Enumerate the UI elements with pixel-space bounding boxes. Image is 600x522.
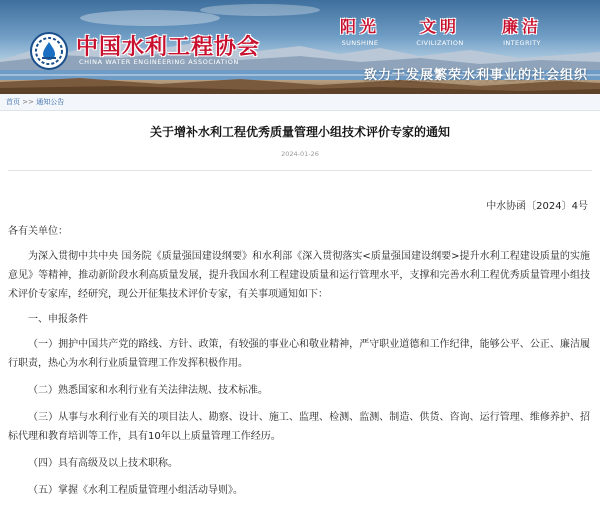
association-logo[interactable] <box>30 32 68 70</box>
motto-civilization <box>410 14 470 47</box>
condition-item: （三）从事与水利行业有关的项目法人、勘察、设计、施工、监理、检测、监测、制造、供货、咨询、运行管理、维修养护、招标代理和教育培训等工作，具有10年以上质量管理工作经历。 <box>8 412 590 442</box>
condition-item: （一）拥护中国共产党的路线、方针、政策，有较强的事业心和敬业精神，严守职业道德和工作纪律，能够公平、公正、廉洁履行职责，热心为水利行业质量管理工作发挥积极作用。 <box>8 339 590 369</box>
org-name: 中国水利工程协会 <box>76 34 261 60</box>
intro-paragraph: 为深入贯彻中共中央 国务院《质量强国建设纲要》和水利部《深入贯彻落实<质量强国建设纲要>提升水利工程建设质量的实施意见》等精神，推动新阶段水利高质量发展，提升我国水利工程建设质量和运行管理水平，支撑和完善水利工程优秀质量管理小组技术评价专家库，经研究，现公开征集技术评价专家，有关事项通知如下： <box>8 251 590 300</box>
motto-en: INTEGRITY <box>503 39 541 47</box>
motto-cn: 文明 <box>419 17 460 36</box>
motto-sunshine <box>330 14 390 47</box>
salutation: 各有关单位： <box>8 226 68 237</box>
header-banner <box>0 0 600 94</box>
header-slogan: 致力于发展繁荣水利事业的社会组织 <box>363 68 588 83</box>
breadcrumb-current-link[interactable]: 通知公告 <box>36 98 65 106</box>
condition-item: （四）具有高级及以上技术职称。 <box>28 458 178 469</box>
motto-cn: 阳光 <box>339 17 380 36</box>
breadcrumb-home-link[interactable]: 首页 <box>6 98 20 106</box>
article-body <box>0 222 600 500</box>
condition-item: （五）掌握《水利工程质量管理小组活动导则》。 <box>28 485 243 496</box>
motto-en: SUNSHINE <box>341 39 379 47</box>
breadcrumb <box>0 94 600 111</box>
breadcrumb-separator: >> <box>22 98 34 106</box>
water-drop-gear-icon <box>34 36 64 66</box>
article-date: 2024-01-26 <box>281 150 319 158</box>
title-divider <box>8 170 592 171</box>
org-name-english: CHINA WATER ENGINEERING ASSOCIATION <box>79 58 239 66</box>
motto-en: CIVILIZATION <box>416 39 464 47</box>
motto-cn: 廉洁 <box>501 17 542 36</box>
article-title: 关于增补水利工程优秀质量管理小组技术评价专家的通知 <box>149 125 450 139</box>
document-number: 中水协函〔2024〕4号 <box>486 201 588 212</box>
section-heading: 一、申报条件 <box>28 314 88 325</box>
condition-item: （二）熟悉国家和水利行业有关法律法规、技术标准。 <box>28 385 268 396</box>
motto-integrity <box>492 14 552 47</box>
